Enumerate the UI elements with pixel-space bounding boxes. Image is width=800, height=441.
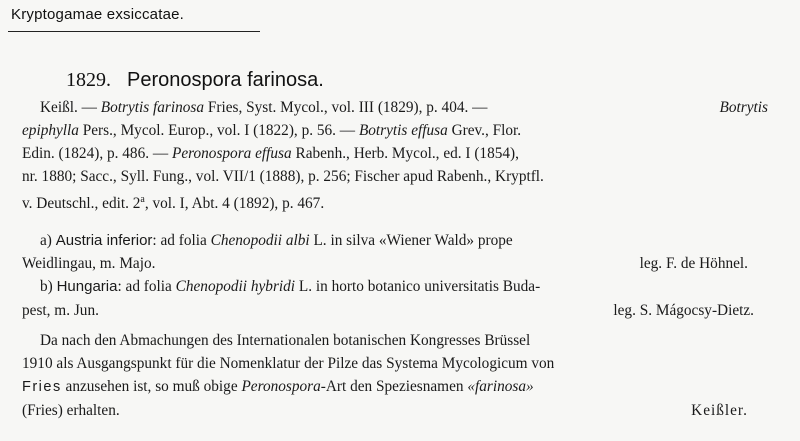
author-signature: Keißler. — [691, 402, 748, 419]
text-segment: Keißl. — Botrytis farinosa Fries, Syst. Mycol., vol. III (1829), p. 404. — — [40, 99, 492, 116]
header-rule — [8, 31, 260, 32]
text-segment: b) Hungaria: ad folia Chenopodii hybridi L. in horto botanico universitatis Buda- — [40, 278, 541, 295]
text-segment: 1910 als Ausgangspunkt für die Nomenklatur der Pilze das Systema Mycologicum von — [22, 355, 555, 372]
locality-a-line-1 — [40, 230, 768, 252]
locality-b-line-1 — [40, 276, 768, 298]
text-segment: Edin. (1824), p. 486. — Peronospora effusa Rabenh., Herb. Mycol., ed. I (1854), — [22, 145, 519, 162]
page-header: Kryptogamae exsiccatae. — [11, 6, 185, 23]
synonymy-line-1 — [40, 97, 768, 119]
text-segment: (Fries) erhalten. — [22, 402, 120, 419]
text-segment: a) Austria inferior: ad folia Chenopodii albi L. in silva «Wiener Wald» prope — [40, 232, 513, 249]
entry-title — [66, 69, 324, 92]
synonymy-line-4 — [22, 166, 768, 188]
note-line-3 — [22, 376, 768, 398]
collector-a: leg. F. de Höhnel. — [639, 255, 748, 272]
text-segment: nr. 1880; Sacc., Syll. Fung., vol. VII/1 (1888), p. 256; Fischer apud Rabenh., Kryptfl. — [22, 168, 544, 185]
locality-b-line-2 — [22, 300, 768, 322]
text-segment: Botrytis — [719, 99, 768, 116]
synonymy-line-5 — [22, 189, 768, 211]
note-line-2 — [22, 353, 768, 375]
text-segment: epiphylla Pers., Mycol. Europ., vol. I (1822), p. 56. — Botrytis effusa Grev., Flor. — [22, 122, 522, 139]
entry-number: 1829. — [66, 69, 111, 91]
note-line-1 — [40, 330, 768, 352]
text-segment: Fries anzusehen ist, so muß obige Peronospora-Art den Speziesnamen «farinosa» — [22, 378, 534, 395]
locality-a-line-2 — [22, 253, 768, 275]
species-name: Peronospora farinosa. — [127, 69, 324, 91]
collector-b: leg. S. Mágocsy-Dietz. — [613, 302, 754, 319]
text-segment: Da nach den Abmachungen des Internationalen botanischen Kongresses Brüssel — [40, 332, 531, 349]
note-line-4 — [22, 400, 768, 422]
synonymy-line-2 — [22, 120, 768, 142]
text-segment: v. Deutschl., edit. 2$^a$, vol. I, Abt. 4 (1892), p. 467. — [22, 194, 325, 213]
text-segment: pest, m. Jun. — [22, 302, 99, 319]
synonymy-line-3 — [22, 143, 768, 165]
text-segment: Weidlingau, m. Majo. — [22, 255, 156, 272]
